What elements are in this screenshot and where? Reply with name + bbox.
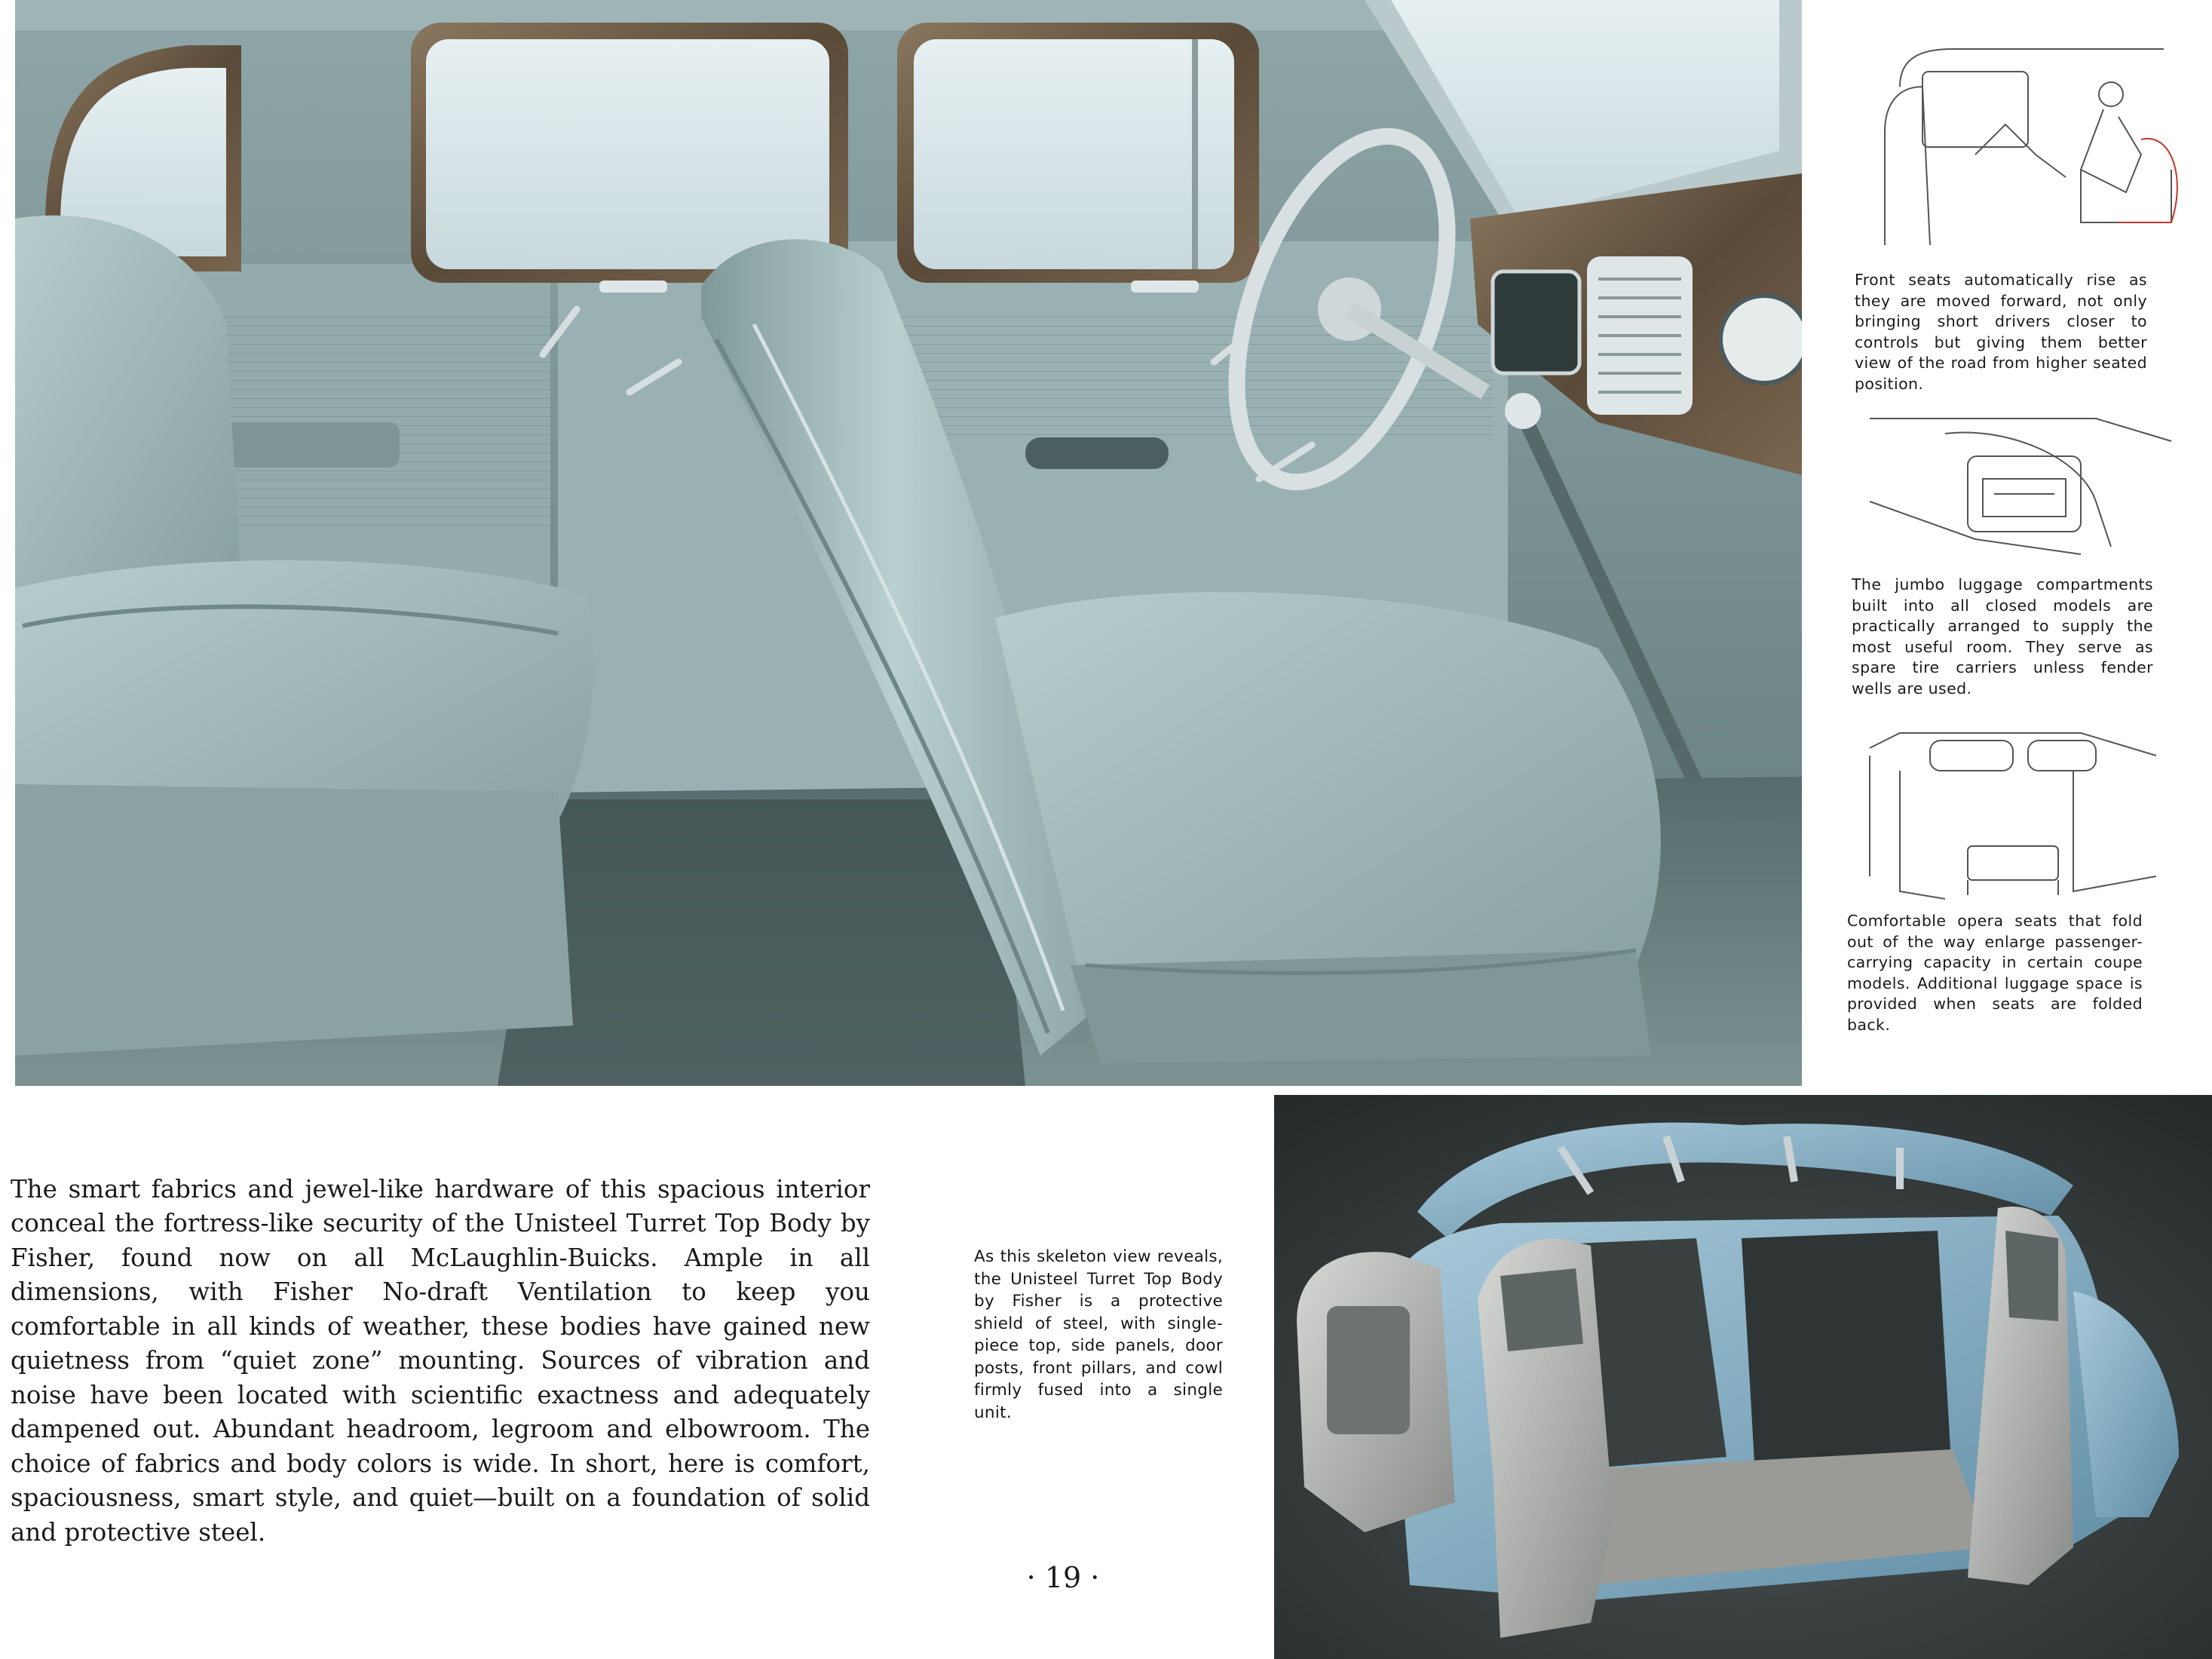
interior-photo <box>15 0 1802 1086</box>
skeleton-caption: As this skeleton view reveals, the Unisteel Turret Top Body by Fisher is a protective shield of steel, with single-piece top, side panels, door posts, front pillars, and cowl firmly fused into a single unit. <box>974 1247 1223 1422</box>
body-paragraph: The smart fabrics and jewel-like hardware of this spacious interior conceal the fortress-like security of the Unisteel Turret Top Body by Fisher, found now on all McLaughlin-Buicks. Ample in all dimensions, with Fisher No-draft Ventilation to keep you comfortable in all kinds of weather, these bodies have gained new quietness from “quiet zone” mounting. Sources of vibration and noise have been located with scientific exactness and adequately dampened out. Abundant headroom, legroom and elbowroom. The choice of fabrics and body colors is wide. In short, here is comfort, spaciousness, smart style, and quiet—built on a foundation of solid and protective steel. <box>11 1174 870 1547</box>
page-number: · 19 · <box>1026 1561 1100 1594</box>
front-seat-cushion <box>995 592 1661 1063</box>
front-window <box>897 23 1259 283</box>
luggage-caption: The jumbo luggage compartments built into all closed models are practically arranged to supply the most useful room. They serve as spare tire carriers unless fender wells are used. <box>1852 575 2153 698</box>
door-pull <box>1025 437 1169 469</box>
adjustable-seat-sketch <box>1855 41 2186 260</box>
opera-seat-caption: Comfortable opera seats that fold out of the way enlarge passenger-carrying capacity in certain coupe models. Additional luggage space is provided when seats are folded back. <box>1847 912 2143 1034</box>
feature-sidebar <box>1794 0 2212 1101</box>
luggage-compartment-sketch <box>1855 411 2186 562</box>
opera-seat-sketch <box>1855 725 2186 906</box>
skeleton-body-photo <box>1274 1095 2212 1659</box>
seat-adjust-caption: Front seats automatically rise as they are moved forward, not only bringing short drivers closer to controls but giving them better view of the road from higher seated position. <box>1855 271 2147 393</box>
